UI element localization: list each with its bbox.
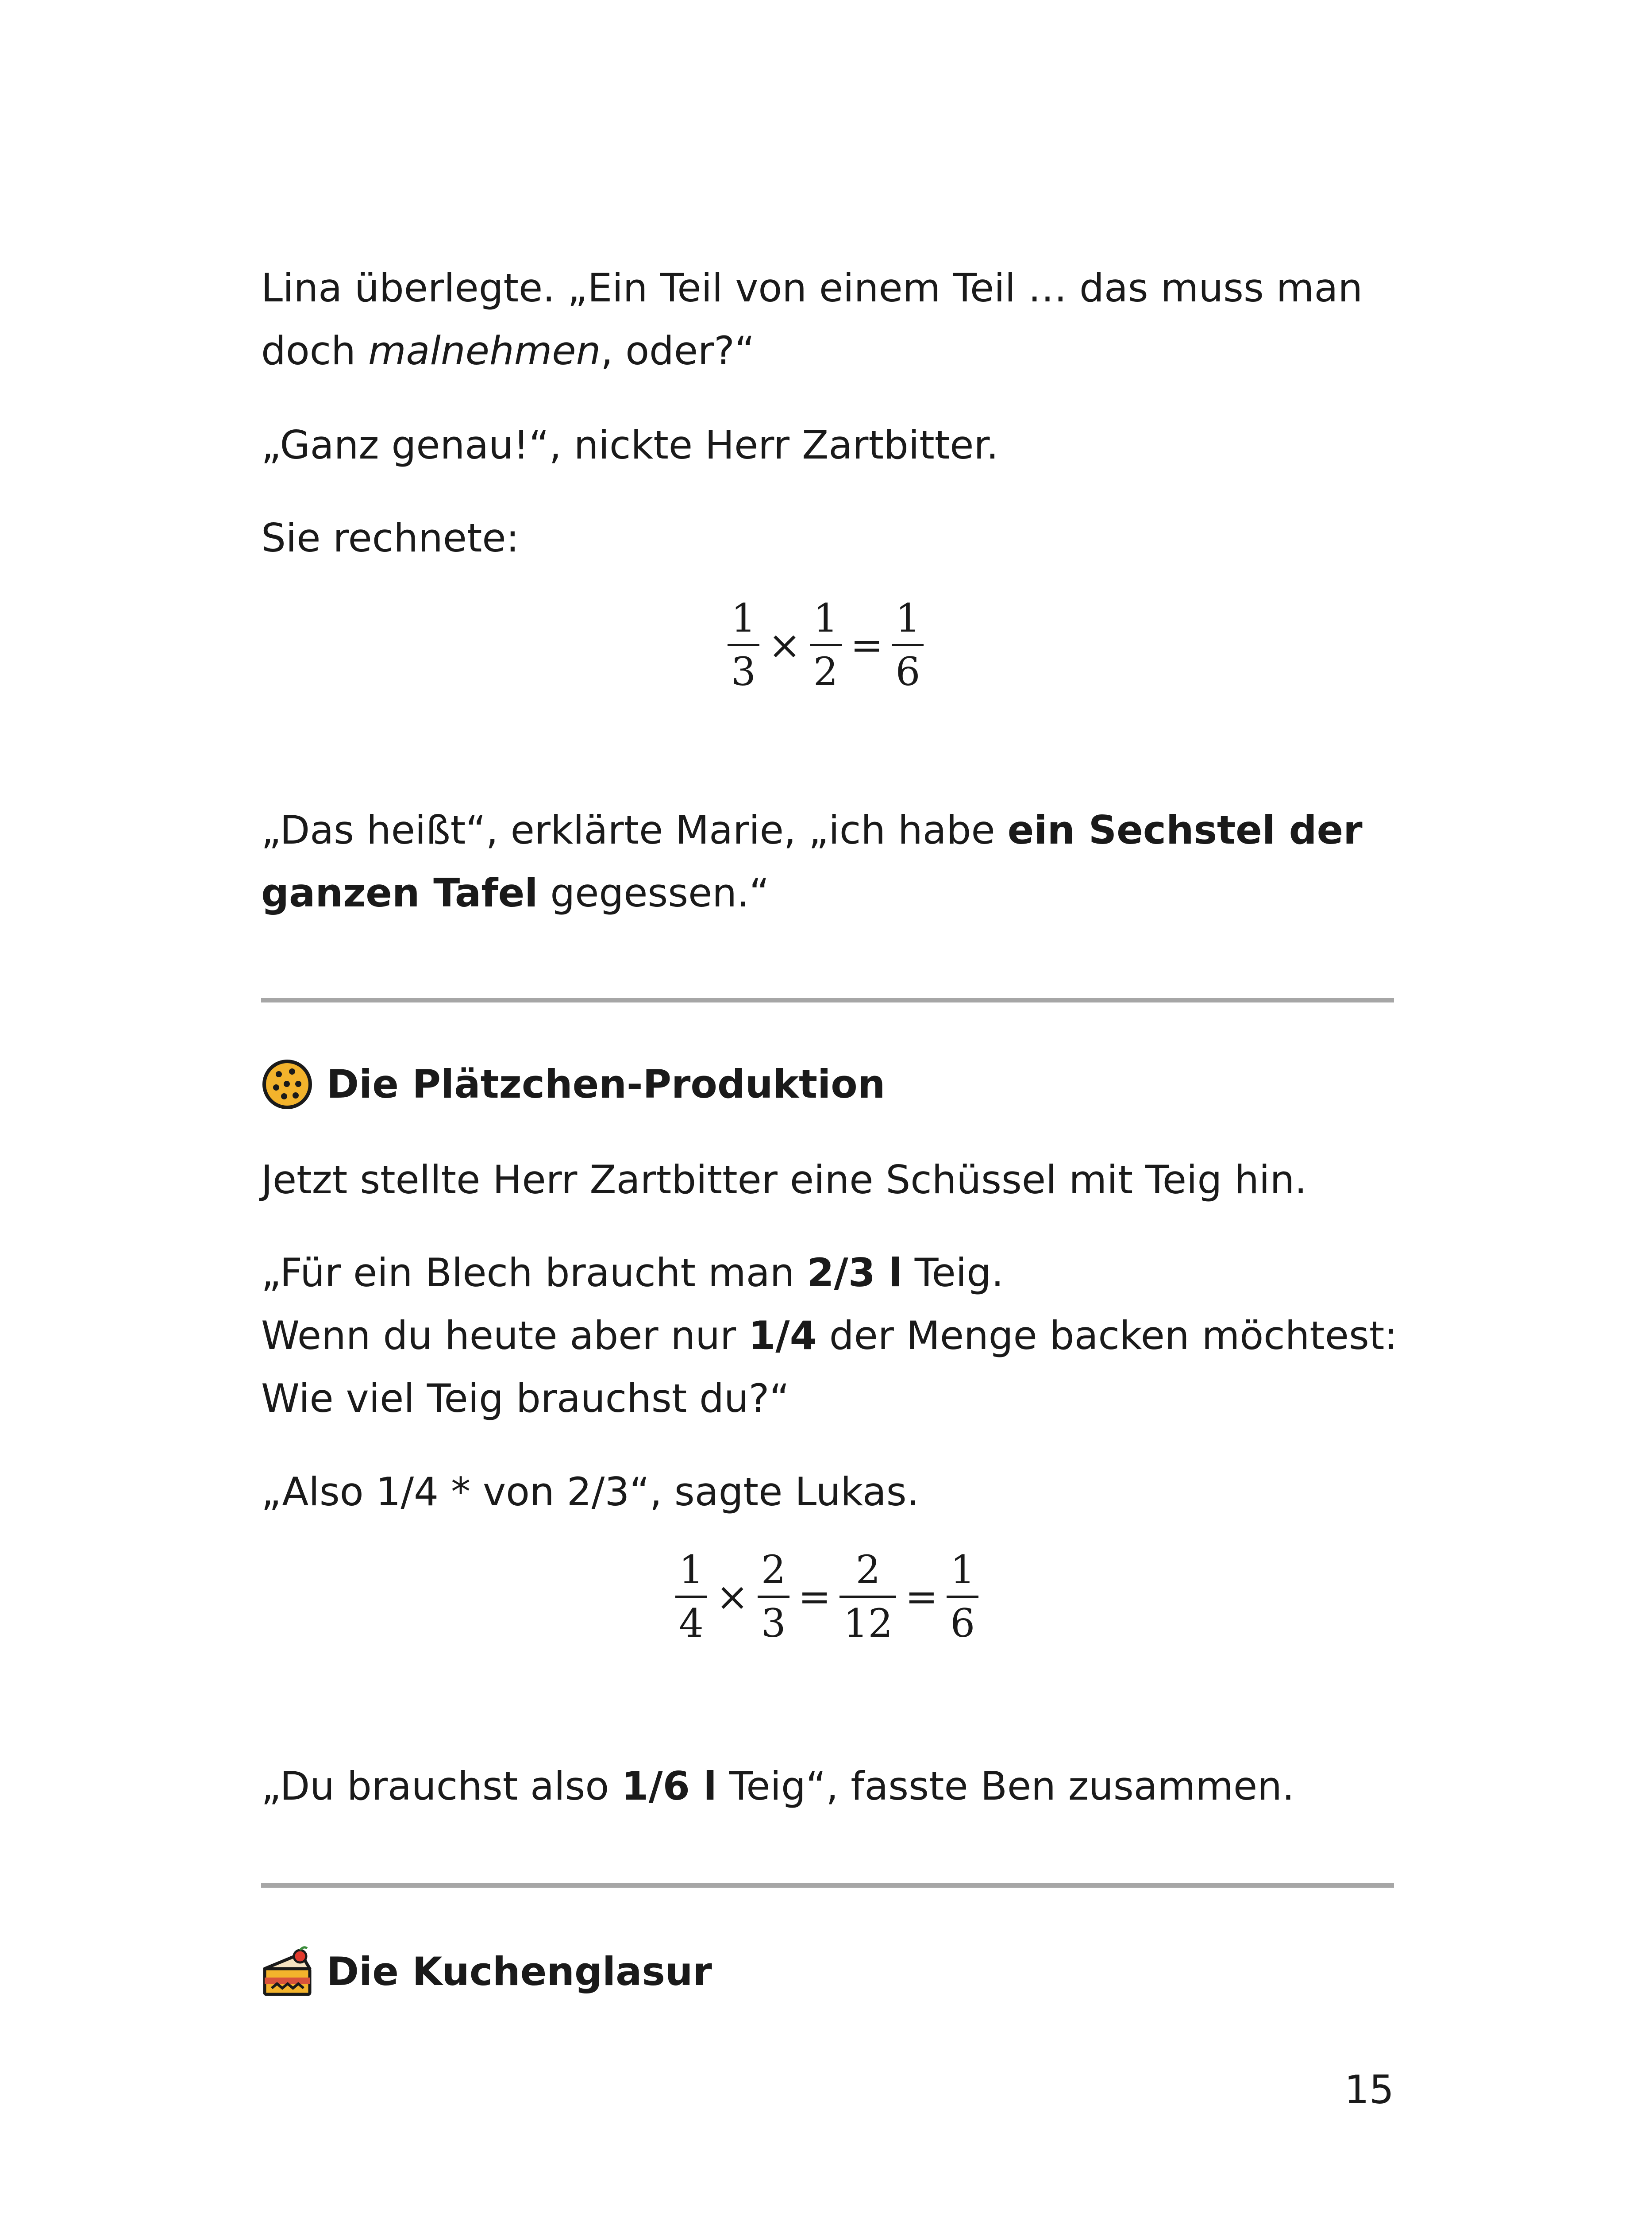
bold-text: ganzen Tafel [261,870,538,916]
section-heading-plaetzchen [261,1056,885,1113]
numerator: 1 [895,595,920,641]
denominator: 6 [895,649,920,694]
equation-quarter-times-two-thirds [673,1547,981,1646]
fraction [728,595,759,695]
fraction-bar [675,1596,707,1598]
paragraph-das-heisst [261,799,1394,925]
fraction [758,1547,789,1646]
paragraph-lina [261,257,1394,382]
equals-operator: = [850,622,883,668]
text-line: gegessen.“ [538,870,770,916]
fraction-bar [758,1596,789,1598]
fraction-bar [947,1596,978,1598]
text-line: , oder?“ [601,328,755,374]
times-operator: × [768,622,801,668]
denominator: 12 [843,1600,893,1646]
section-divider [261,998,1394,1002]
numerator: 1 [950,1547,975,1592]
cake-icon [261,1946,313,1998]
numerator: 1 [813,595,838,641]
text-line: „Für ein Blech braucht man [261,1250,807,1295]
text-line: „Das heißt“, erklärte Marie, „ich habe [261,807,1008,853]
fraction [947,1547,978,1646]
text-line: Teig“, fasste Ben zusammen. [716,1763,1294,1809]
fraction-bar [892,644,924,646]
bold-text: ein Sechstel der [1007,807,1363,853]
numerator: 1 [731,595,756,641]
text-line: der Menge backen möchtest: [816,1313,1398,1358]
fraction [810,595,842,695]
fraction [892,595,924,695]
emphasis-text: malnehmen [368,328,601,374]
paragraph-blech [261,1241,1398,1430]
equation-one-third-times-half [725,595,926,695]
fraction-bar [839,1596,896,1598]
section-heading-kuchenglasur [261,1943,712,2001]
text-line: Lina überlegte. „Ein Teil von einem Teil … das muss man [261,265,1363,311]
denominator: 2 [813,649,838,694]
fraction [839,1547,896,1646]
denominator: 3 [761,1600,786,1646]
fraction-bar [728,644,759,646]
text-line: „Du brauchst also [261,1763,622,1809]
paragraph-schuessel: Jetzt stellte Herr Zartbitter eine Schüssel mit Teig hin. [261,1157,1307,1203]
text-line: Wie viel Teig brauchst du?“ [261,1376,790,1421]
numerator: 1 [679,1547,704,1592]
section-divider [261,1883,1394,1888]
numerator: 2 [855,1547,881,1592]
denominator: 4 [679,1600,704,1646]
page-number: 15 [1344,2067,1394,2113]
times-operator: × [716,1573,749,1619]
equals-operator: = [905,1573,938,1619]
paragraph-lukas: „Also 1/4 * von 2/3“, sagte Lukas. [261,1469,919,1515]
equals-operator: = [798,1573,831,1619]
fraction-bar [810,644,842,646]
paragraph-ben [261,1755,1394,1818]
bold-text: 1/6 l [621,1763,717,1809]
text-line: Teig. [902,1250,1004,1295]
bold-text: 1/4 [748,1313,817,1358]
denominator: 3 [731,649,756,694]
paragraph-sie-rechnete: Sie rechnete: [261,515,520,561]
numerator: 2 [761,1547,786,1592]
text-line: doch [261,328,368,374]
denominator: 6 [950,1600,975,1646]
text-line: Wenn du heute aber nur [261,1313,749,1358]
fraction [675,1547,707,1646]
cookie-icon [261,1058,313,1110]
section-title: Die Kuchenglasur [327,1949,712,1994]
bold-text: 2/3 l [807,1250,902,1295]
section-title: Die Plätzchen-Produktion [327,1061,886,1107]
paragraph-ganz-genau: „Ganz genau!“, nickte Herr Zartbitter. [261,422,999,468]
